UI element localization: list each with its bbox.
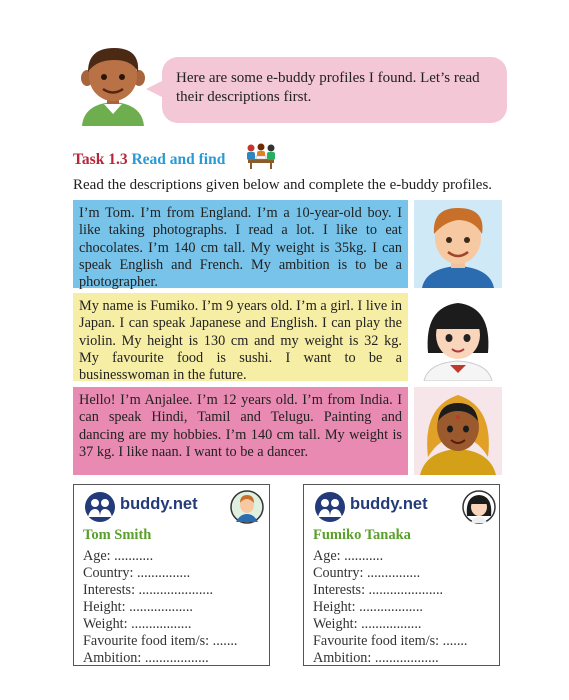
group-reading-icon bbox=[244, 143, 278, 169]
field-height[interactable]: Height: .................. bbox=[83, 599, 193, 615]
tom-portrait bbox=[414, 200, 502, 288]
speech-text: Here are some e-buddy profiles I found. Let’s read their descriptions first. bbox=[176, 70, 480, 105]
buddy-net-logo-icon bbox=[84, 491, 116, 523]
tom-avatar bbox=[230, 490, 264, 524]
field-interests[interactable]: Interests: ..................... bbox=[313, 582, 444, 598]
field-age[interactable]: Age: ........... bbox=[83, 548, 154, 564]
profile-name: Tom Smith bbox=[83, 527, 152, 543]
buddy-net-logo-icon bbox=[314, 491, 346, 523]
field-favourite-food[interactable]: Favourite food item/s: ....... bbox=[83, 633, 238, 649]
field-country[interactable]: Country: ............... bbox=[313, 565, 421, 581]
fumiko-avatar bbox=[462, 490, 496, 524]
field-ambition[interactable]: Ambition: .................. bbox=[313, 650, 439, 666]
field-weight[interactable]: Weight: ................. bbox=[83, 616, 192, 632]
field-height[interactable]: Height: .................. bbox=[313, 599, 423, 615]
task-number: Task 1.3 bbox=[73, 151, 128, 168]
description-tom: I’m Tom. I’m from England. I’m a 10-year-old boy. I like taking photographs. I read a lot. I like to eat chocolates. I’m 140 cm tall. My weight is 35kg. I can speak English and French. My ambition is to be a photographer. bbox=[73, 200, 408, 288]
fumiko-portrait bbox=[414, 293, 502, 381]
description-fumiko: My name is Fumiko. I’m 9 years old. I’m a girl. I live in Japan. I can speak Japanese and English. I can play the violin. My height is 130 cm and my weight is 32 kg. My favourite food is sushi. I want to be a businesswoman in the future. bbox=[73, 293, 408, 381]
profile-card-tom bbox=[73, 484, 270, 666]
instruction: Read the descriptions given below and complete the e-buddy profiles. bbox=[73, 177, 493, 193]
task-name: Read and find bbox=[131, 151, 226, 168]
anjalee-portrait bbox=[414, 387, 502, 475]
field-country[interactable]: Country: ............... bbox=[83, 565, 191, 581]
task-heading bbox=[73, 151, 225, 169]
field-interests[interactable]: Interests: ..................... bbox=[83, 582, 214, 598]
profile-card-fumiko bbox=[303, 484, 500, 666]
profile-name: Fumiko Tanaka bbox=[313, 527, 411, 543]
buddy-net-logo-text: buddy.net bbox=[350, 495, 428, 513]
field-ambition[interactable]: Ambition: .................. bbox=[83, 650, 209, 666]
profile-fields bbox=[83, 548, 237, 667]
field-favourite-food[interactable]: Favourite food item/s: ....... bbox=[313, 633, 468, 649]
boy-avatar bbox=[74, 44, 152, 126]
field-weight[interactable]: Weight: ................. bbox=[313, 616, 422, 632]
description-anjalee: Hello! I’m Anjalee. I’m 12 years old. I’m from India. I can speak Hindi, Tamil and Telugu. Painting and dancing are my hobbies. I’m 140 cm tall. My weight is 37 kg. I like naan. I want to be a dancer. bbox=[73, 387, 408, 475]
profile-fields bbox=[313, 548, 467, 667]
field-age[interactable]: Age: ........... bbox=[313, 548, 384, 564]
buddy-net-logo-text: buddy.net bbox=[120, 495, 198, 513]
